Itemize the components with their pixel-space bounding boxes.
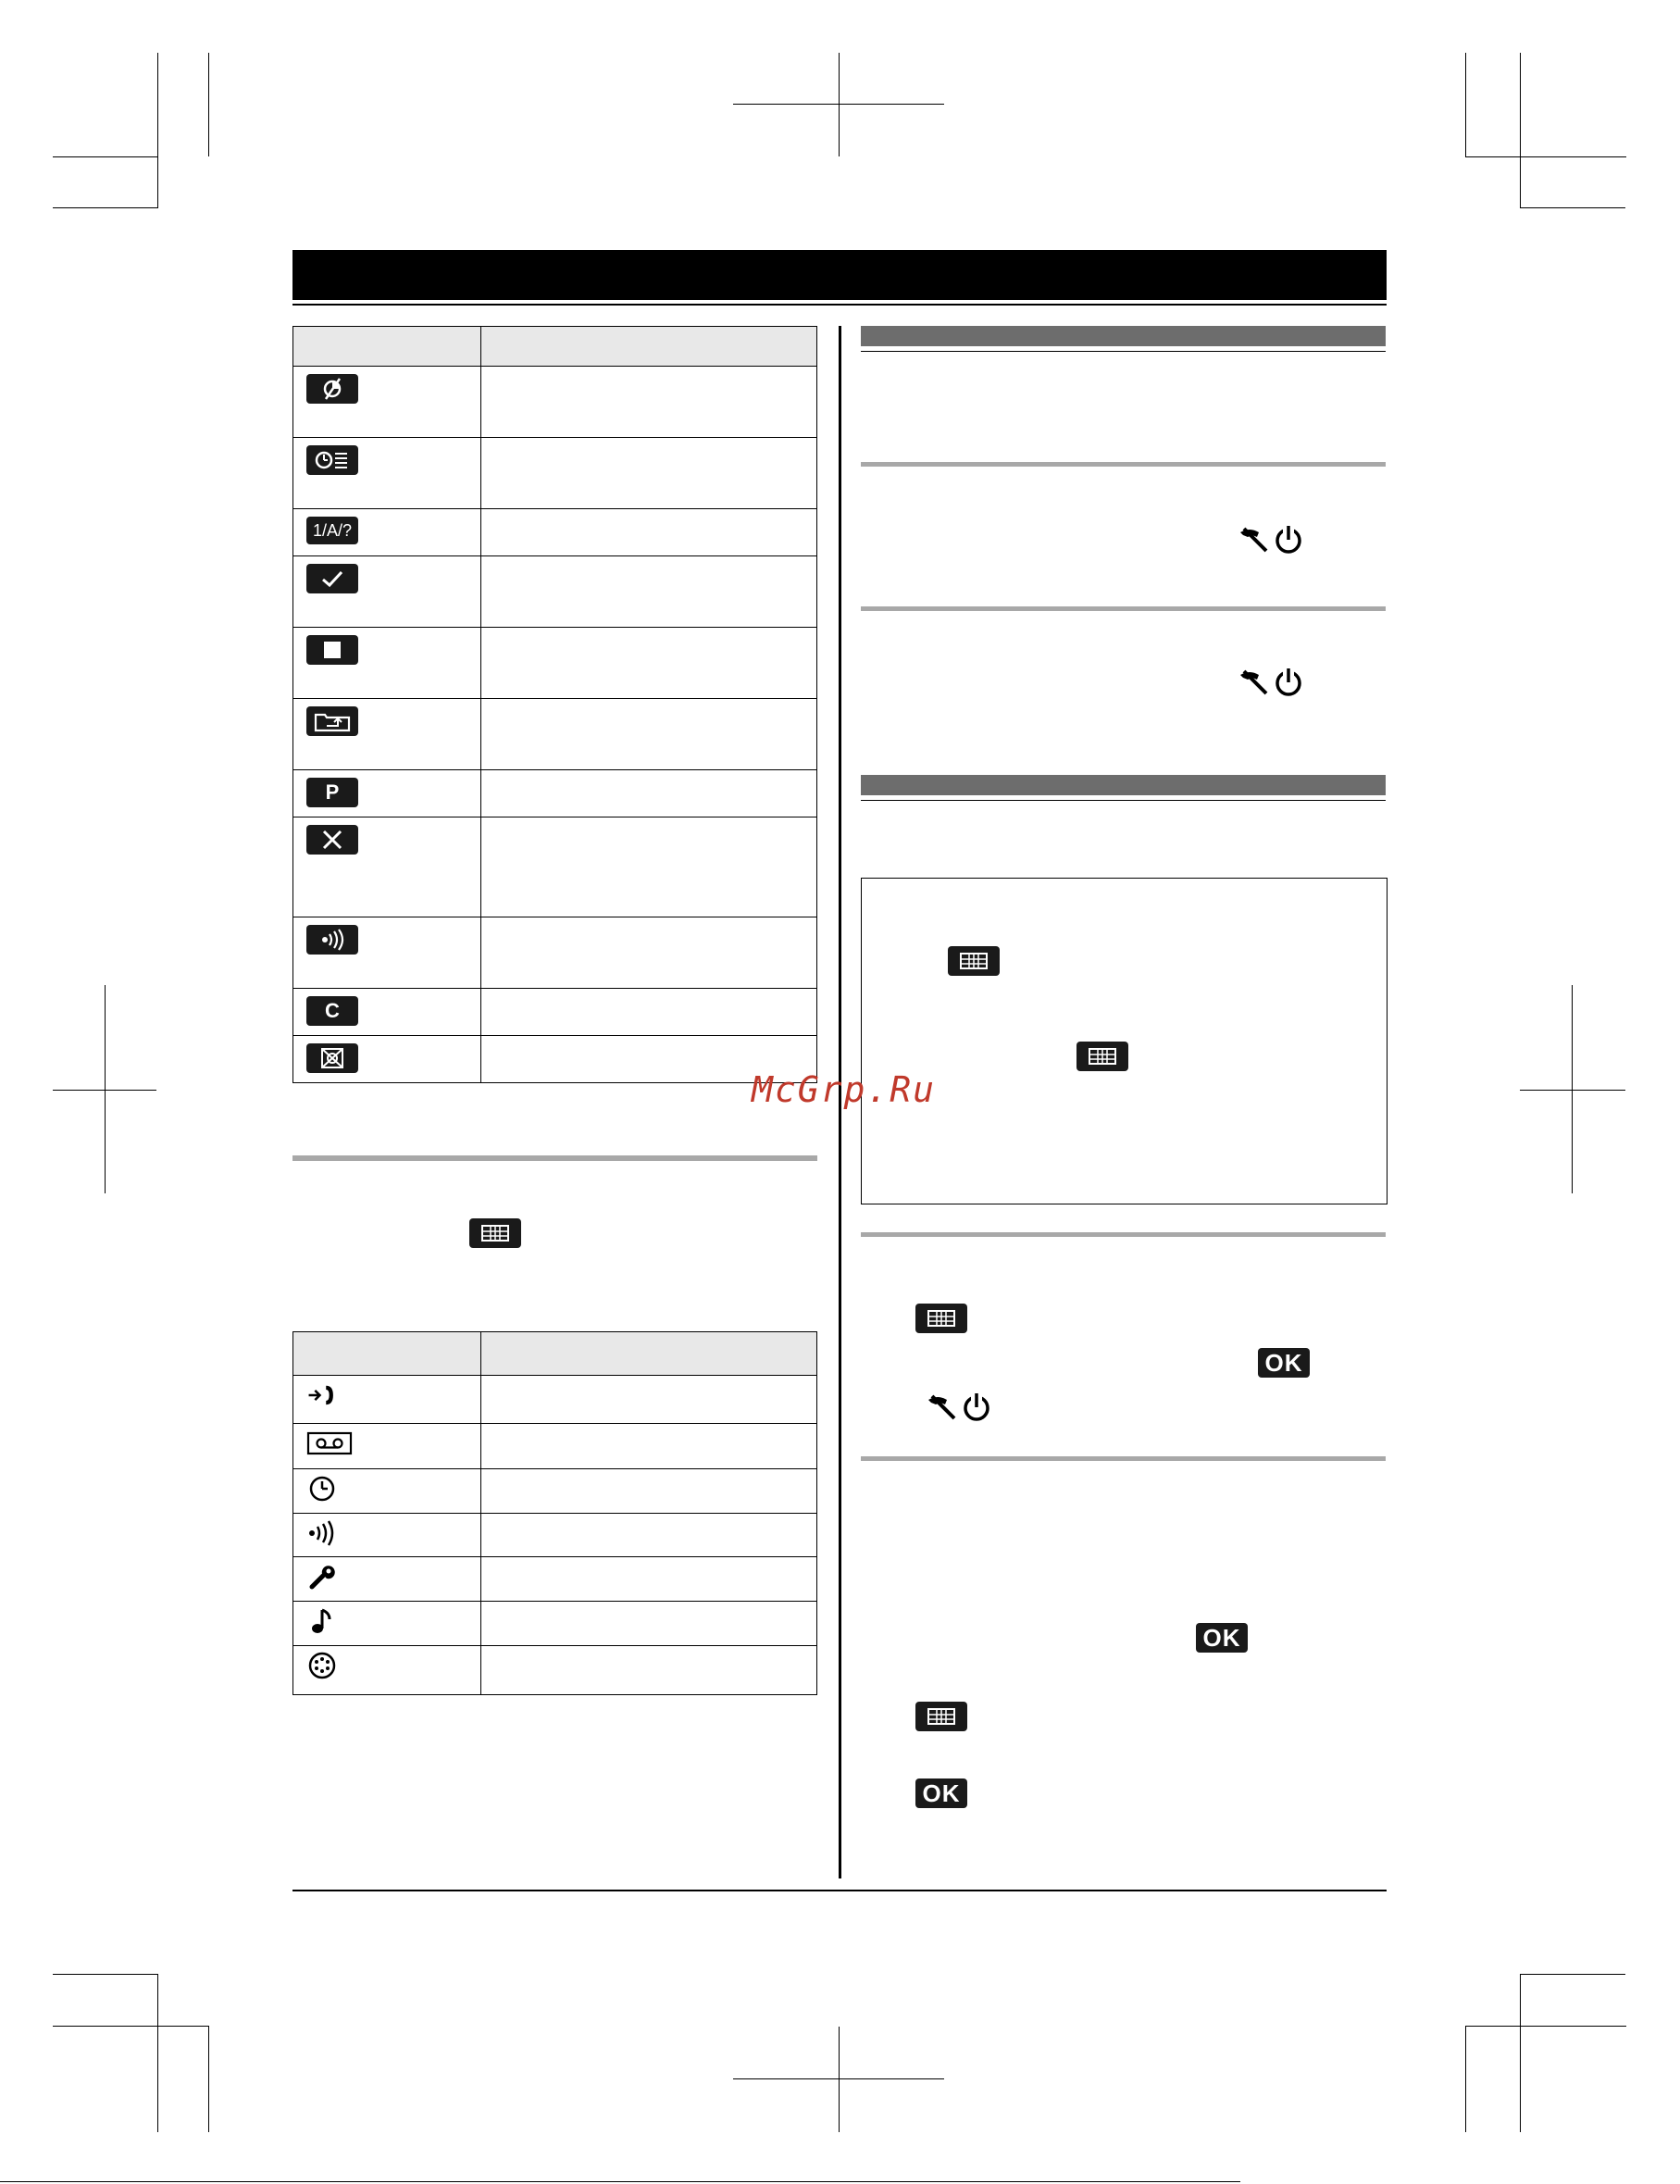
page-bottom-edge <box>0 2181 1240 2182</box>
sub-section-rule-3 <box>861 1232 1386 1237</box>
pause-icon: P <box>306 778 358 807</box>
table-row <box>293 817 817 917</box>
page-header-bar <box>292 252 1387 300</box>
table-row <box>293 367 817 438</box>
table-row <box>293 1514 817 1557</box>
check-icon <box>306 564 358 593</box>
table-row <box>293 1469 817 1514</box>
table-row <box>293 628 817 699</box>
cross-icon <box>306 825 358 855</box>
stop-icon <box>306 635 358 665</box>
signal-strength-icon <box>306 1519 338 1547</box>
sub-section-rule-2 <box>861 606 1386 611</box>
call-forward-icon <box>306 1381 338 1409</box>
watermark: McGrp.Ru <box>752 1069 937 1110</box>
section-band-1 <box>861 326 1386 346</box>
table-row <box>293 438 817 509</box>
menu-button[interactable] <box>915 1304 967 1333</box>
signal-icon <box>306 925 358 955</box>
clear-icon: C <box>306 996 358 1026</box>
table-row <box>293 989 817 1036</box>
header-bottom-rule <box>292 304 1387 306</box>
menu-button[interactable] <box>948 946 1000 976</box>
table-row <box>293 509 817 556</box>
table-row <box>293 1602 817 1646</box>
sub-section-rule-4 <box>861 1456 1386 1461</box>
menu-button[interactable] <box>469 1218 521 1248</box>
table-row <box>293 917 817 989</box>
character-mode-icon: 1/A/? <box>306 517 358 544</box>
section-band-2 <box>861 775 1386 795</box>
ok-button[interactable]: OK <box>1196 1623 1248 1653</box>
menu-icon-table-header <box>293 1332 817 1376</box>
clock-display-icon <box>306 445 358 475</box>
icon-table-header <box>293 327 817 367</box>
dial-icon <box>306 1652 338 1679</box>
table-row <box>293 1557 817 1602</box>
ok-button[interactable]: OK <box>1258 1348 1310 1378</box>
menu-icon-table <box>292 1331 817 1695</box>
off-key-icon <box>925 1391 995 1424</box>
no-sound-icon <box>306 1043 358 1073</box>
music-note-icon <box>306 1607 338 1635</box>
folder-return-icon <box>306 706 358 736</box>
section-band-1-underline <box>861 351 1386 352</box>
ok-button[interactable]: OK <box>915 1778 967 1808</box>
clock-icon <box>306 1475 338 1503</box>
wrench-icon <box>306 1563 338 1591</box>
table-row <box>293 1424 817 1469</box>
section-band-2-underline <box>861 800 1386 801</box>
off-key-icon <box>1237 666 1307 699</box>
section-rule-menu-icons <box>292 1155 817 1161</box>
table-row <box>293 1036 817 1083</box>
table-row <box>293 556 817 628</box>
menu-button[interactable] <box>1076 1042 1128 1071</box>
menu-button[interactable] <box>915 1702 967 1731</box>
sub-section-rule-1 <box>861 462 1386 467</box>
table-row <box>293 1376 817 1424</box>
off-key-icon <box>1237 523 1307 556</box>
table-row <box>293 699 817 770</box>
table-row <box>293 1646 817 1695</box>
table-row <box>293 770 817 817</box>
muted-icon <box>306 374 358 404</box>
answering-machine-icon <box>306 1429 353 1457</box>
footer-rule <box>292 1890 1387 1891</box>
icon-table <box>292 326 817 1083</box>
